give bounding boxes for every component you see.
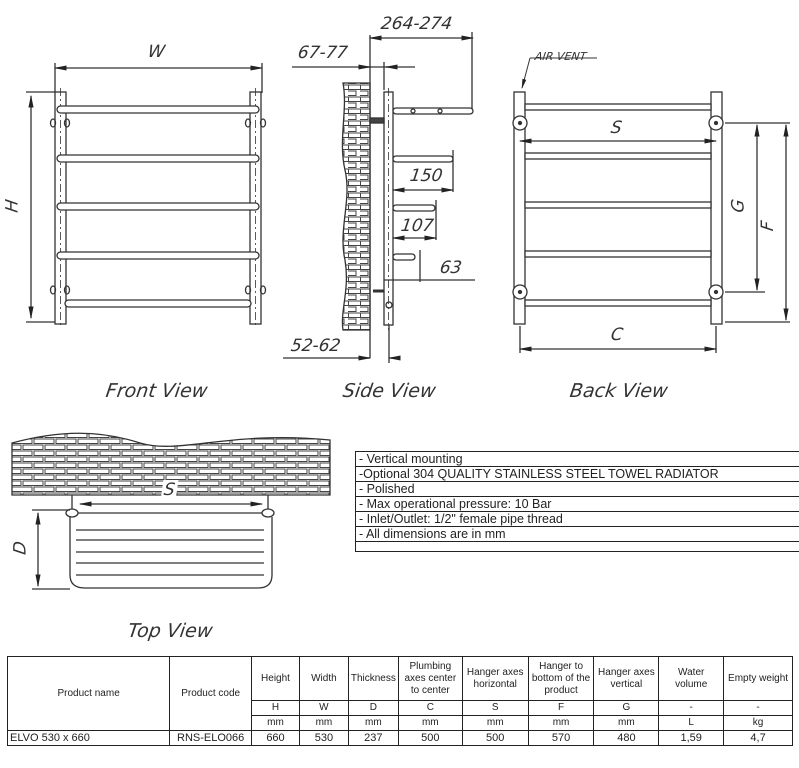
header-hanger-horizontal: Hanger axes horizontal xyxy=(462,657,528,701)
note-item: - Vertical mounting xyxy=(356,451,799,466)
symbol-cell: - xyxy=(659,701,724,716)
dimension-f-label: F xyxy=(757,219,778,233)
front-view-title: Front View xyxy=(104,380,209,402)
header-plumbing: Plumbing axes center to center xyxy=(398,657,462,701)
header-product-code: Product code xyxy=(170,657,252,731)
dimension-g-label: G xyxy=(728,198,749,214)
unit-cell: mm xyxy=(528,716,594,731)
dimension-107: 107 xyxy=(399,216,435,236)
height-value: 660 xyxy=(252,731,300,746)
air-vent-label: AIR VENT xyxy=(534,50,588,63)
dimension-w-label: W xyxy=(146,42,167,62)
product-name-cell: ELVO 530 x 660 xyxy=(8,731,170,746)
note-empty-row xyxy=(356,541,799,552)
back-view-title: Back View xyxy=(568,380,670,402)
note-item: - All dimensions are in mm xyxy=(356,526,799,541)
dimension-52-62: 52-62 xyxy=(289,336,342,356)
thickness-value: 237 xyxy=(348,731,398,746)
note-item: - Inlet/Outlet: 1/2" female pipe thread xyxy=(356,511,799,526)
symbol-cell: S xyxy=(462,701,528,716)
product-code-cell: RNS-ELO066 xyxy=(170,731,252,746)
unit-cell: L xyxy=(659,716,724,731)
front-view-drawing xyxy=(26,63,266,328)
product-spec-table xyxy=(7,656,793,746)
water-volume-value: 1,59 xyxy=(659,731,724,746)
header-product-name: Product name xyxy=(8,657,170,731)
dimension-150: 150 xyxy=(408,166,444,186)
note-item: - Polished xyxy=(356,481,799,496)
unit-cell: mm xyxy=(462,716,528,731)
symbol-cell: F xyxy=(528,701,594,716)
plumbing-value: 500 xyxy=(398,731,462,746)
hanger-horizontal-value: 500 xyxy=(462,731,528,746)
header-empty-weight: Empty weight xyxy=(724,657,793,701)
dimension-264-274: 264-274 xyxy=(379,14,454,34)
symbol-cell: W xyxy=(299,701,348,716)
dimension-h-label: H xyxy=(2,198,23,214)
note-item: -Optional 304 QUALITY STAINLESS STEEL TOWEL RADIATOR xyxy=(356,466,799,481)
table-row xyxy=(8,731,793,746)
symbol-cell: - xyxy=(724,701,793,716)
dimension-s-label: S xyxy=(609,118,624,138)
symbol-cell: D xyxy=(348,701,398,716)
top-view-drawing xyxy=(12,433,330,589)
top-dimension-s-label: S xyxy=(162,480,177,500)
unit-cell: mm xyxy=(348,716,398,731)
width-value: 530 xyxy=(299,731,348,746)
empty-weight-value: 4,7 xyxy=(724,731,793,746)
header-hanger-bottom: Hanger to bottom of the product xyxy=(528,657,594,701)
unit-cell: mm xyxy=(299,716,348,731)
dimension-c-label: C xyxy=(609,325,625,345)
unit-cell: kg xyxy=(724,716,793,731)
symbol-cell: C xyxy=(398,701,462,716)
side-view-drawing xyxy=(283,32,475,363)
hanger-vertical-value: 480 xyxy=(594,731,659,746)
top-view-title: Top View xyxy=(126,620,215,642)
unit-cell: mm xyxy=(252,716,300,731)
header-hanger-vertical: Hanger axes vertical xyxy=(594,657,659,701)
header-height: Height xyxy=(252,657,300,701)
unit-cell: mm xyxy=(398,716,462,731)
unit-cell: mm xyxy=(594,716,659,731)
table-header-row xyxy=(8,657,793,701)
symbol-cell: G xyxy=(594,701,659,716)
header-width: Width xyxy=(299,657,348,701)
dimension-d-label: D xyxy=(10,540,31,556)
note-item: - Max operational pressure: 10 Bar xyxy=(356,496,799,511)
dimension-67-77: 67-77 xyxy=(296,43,349,63)
symbol-cell: H xyxy=(252,701,300,716)
header-water-volume: Water volume xyxy=(659,657,724,701)
side-view-title: Side View xyxy=(341,380,438,402)
dimension-63: 63 xyxy=(438,258,464,278)
specification-notes xyxy=(355,451,799,552)
header-thickness: Thickness xyxy=(348,657,398,701)
hanger-bottom-value: 570 xyxy=(528,731,594,746)
